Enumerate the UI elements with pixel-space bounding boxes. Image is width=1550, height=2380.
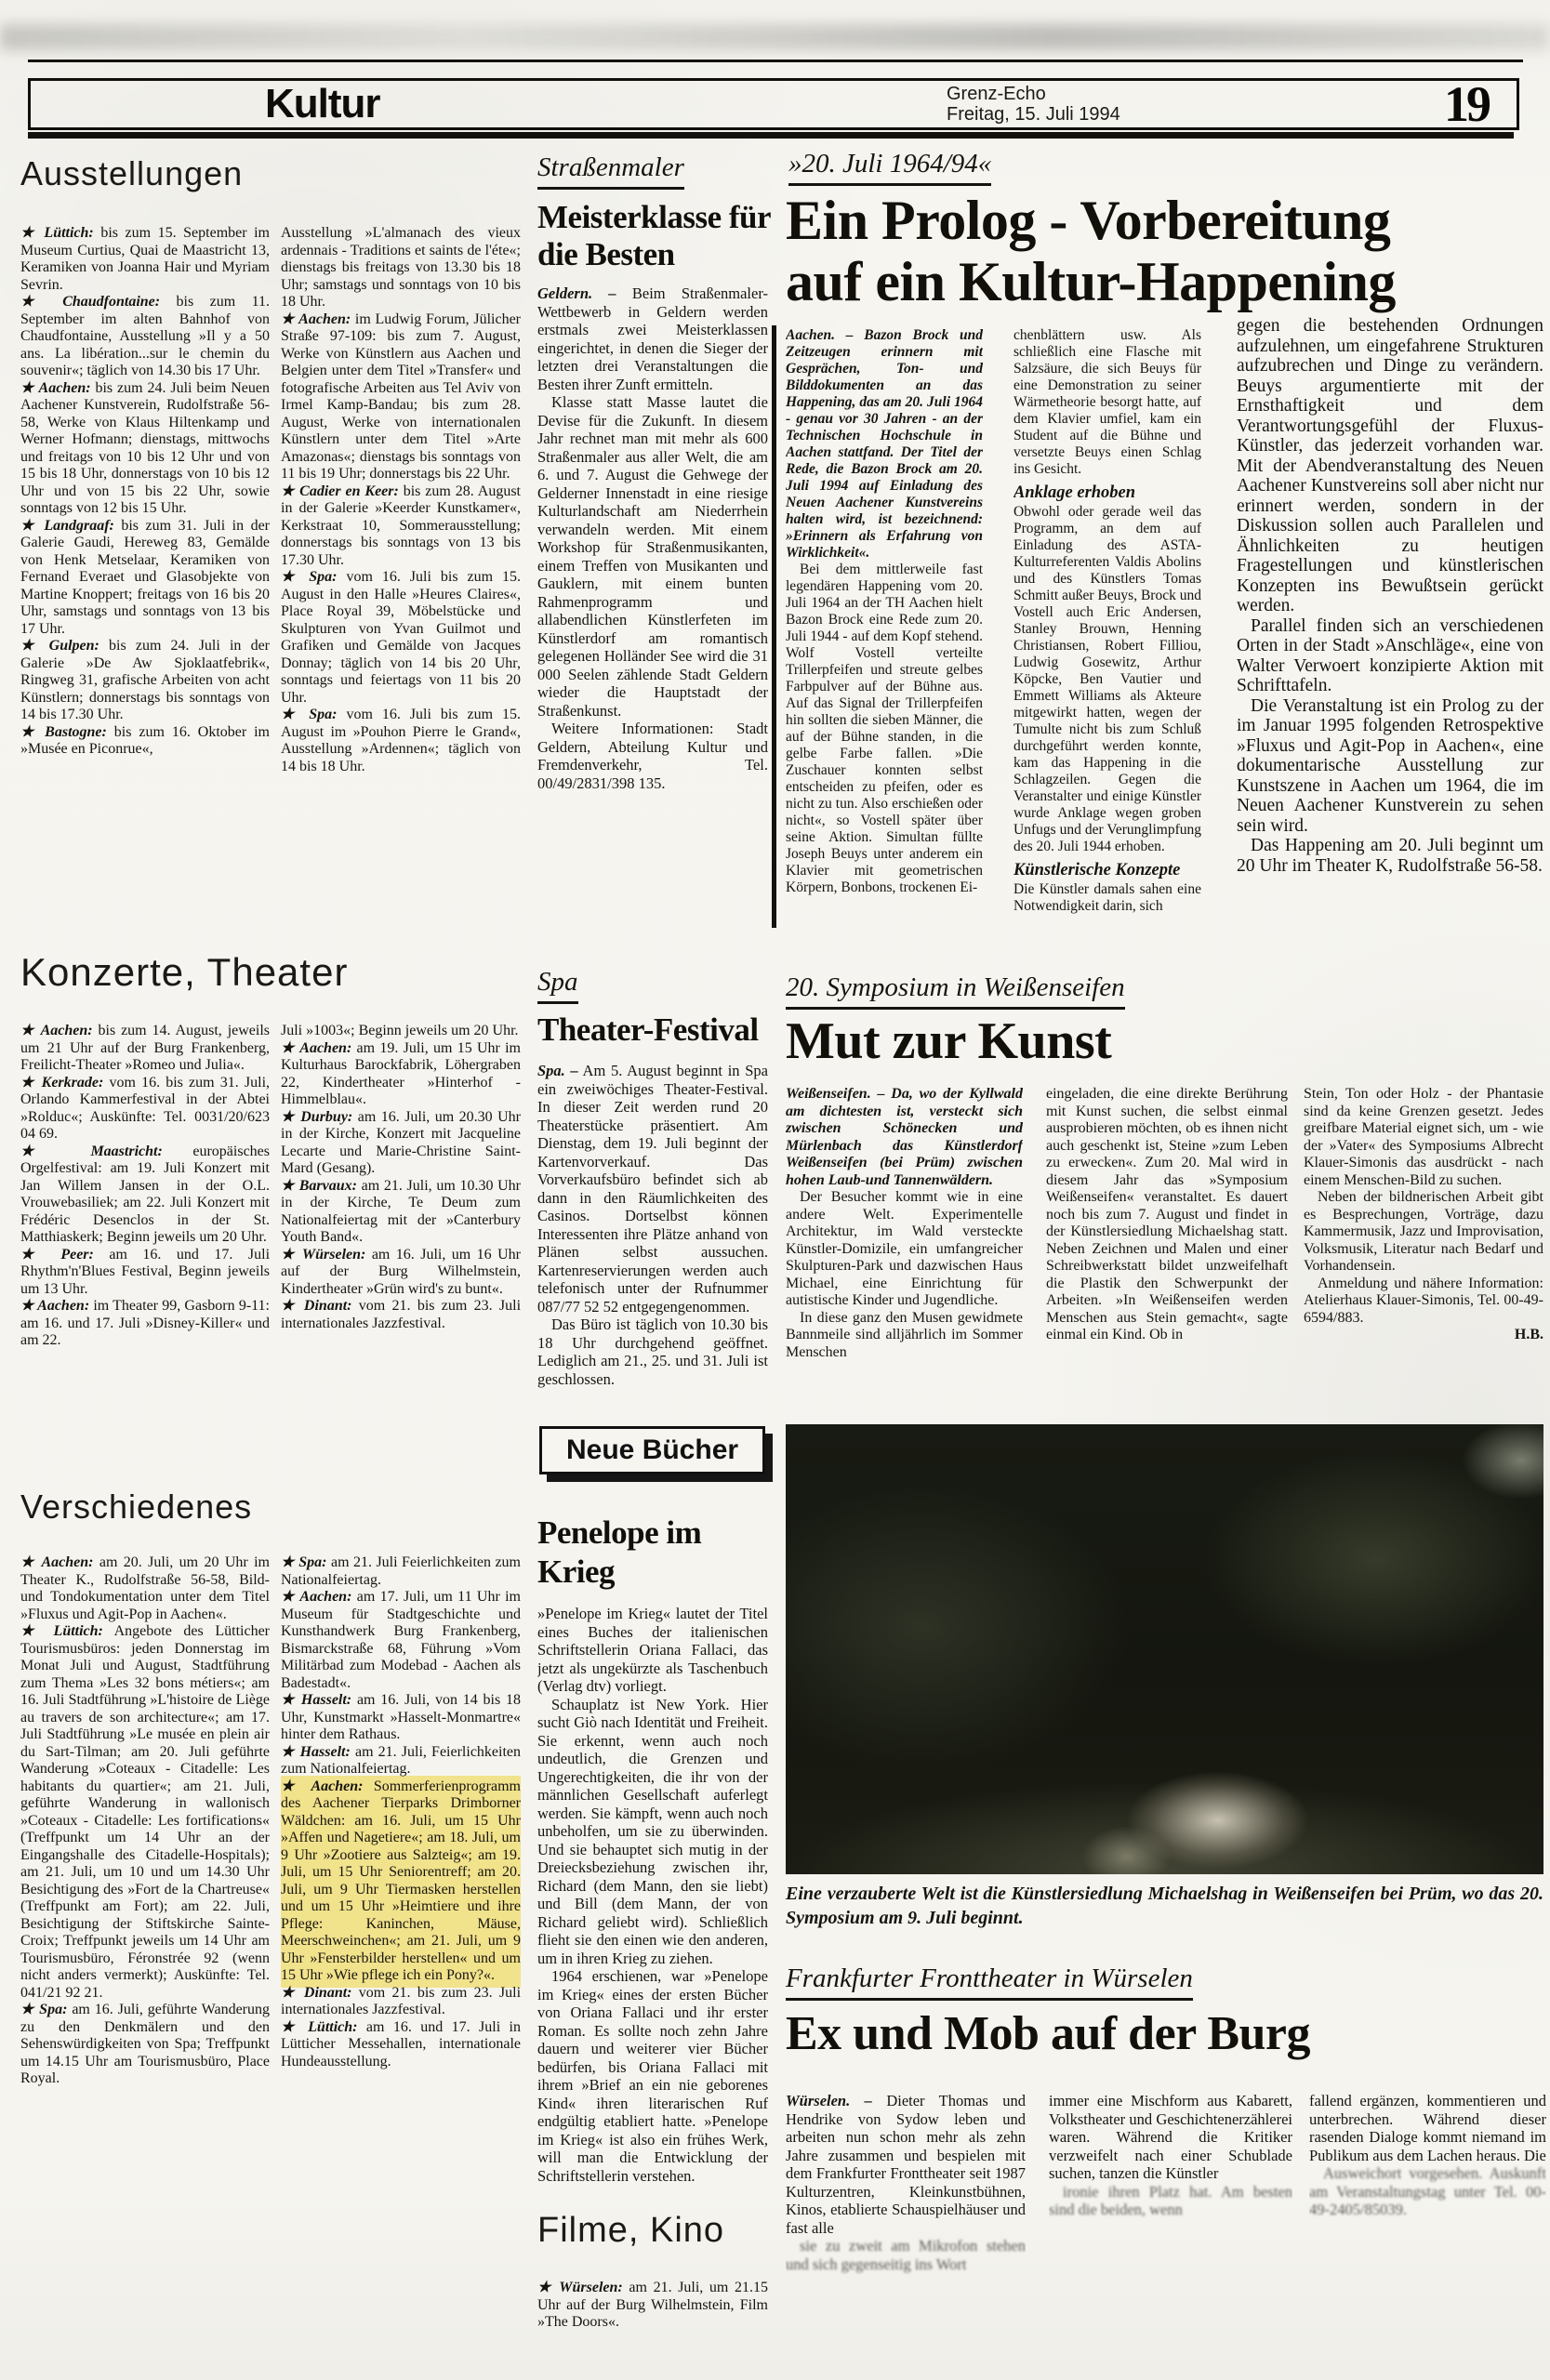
paragraph: chenblättern usw. Als schließlich eine Flasche mit Salzsäure, die sich Beuys für eine Demonstration zu seiner Wärmetheorie besorgt hatte, auf dem Klavier umfiel, kam ein Student auf die Bühne und versetzte Beuys einen Schlag ins Gesicht. xyxy=(1013,327,1201,477)
listing-text: vom 16. Juli bis zum 15. August in den Halle »Heures Claires«, Place Royal 39, Möbelstücke und Skulpturen von Yvan Guilmot und Grafiken und Gemälde von Jacques Donnay; täglich von 14 bis 20 Uhr, sonntags und feiertags von 11 bis 20 Uhr. xyxy=(281,569,521,706)
headline-ex-und-mob: Ex und Mob auf der Burg xyxy=(786,2007,1311,2060)
listing-continuation: Juli »1003«; Beginn jeweils um 20 Uhr. xyxy=(281,1023,519,1038)
listing-item xyxy=(20,1623,270,2002)
konzerte-col-2 xyxy=(281,1023,521,1543)
paragraph: Weitere Informationen: Stadt Geldern, Abteilung Kultur und Fremdenverkehr, Tel. 00/49/2831/398 135. xyxy=(537,720,768,792)
paragraph: Schauplatz ist New York. Hier sucht Giò nach Identität und Freiheit. Sie erkennt, wenn auch noch undeutlich, die Grenzen und Ungerechtigkeiten, die ihr von der männlichen Gesellschaft auferlegt werden. Sie kämpft, wenn auch noch unbeholfen, um sie zu überwinden. Und sie behauptet sich mutig in der Dreiecksbeziehung zwischen ihr, Richard (dem Mann, den sie liebt) und Bill (dem Mann, der von Richard geliebt wird). Schließlich flieht sie den einen wie den anderen, um in ihren Krieg zu ziehen. xyxy=(537,1695,768,1967)
konzerte-col-1 xyxy=(20,1023,270,1486)
listing-text: vom 16. Juli bis zum 15. August im »Pouhon Pierre le Grand«, Ausstellung »Ardennen«; täglich von 14 bis 18 Uhr. xyxy=(281,707,521,774)
listing-item xyxy=(537,2280,768,2332)
listing-text: am 21. Juli, um 21.15 Uhr auf der Burg Wilhelmstein, Film »The Doors«. xyxy=(537,2280,768,2330)
headline-theater-festival: Theater-Festival xyxy=(537,1012,759,1048)
paragraph-text: Da, wo der Kyllwald am dichtesten ist, versteckt sich zwischen Schönecken und Mürlenbach das Künstlerdorf Weißenseifen (bei Prüm) zwischen hohen Laub-und Tannenwäldern. xyxy=(786,1086,1023,1188)
listing-text: bis zum 28. August in der Galerie »Keerder Kunstkamer«, Kerkstraat 10, Sommerausstellung; donnerstags bis sonntags von 13 bis 17.30 Uhr. xyxy=(281,483,521,568)
listing-city: ★ Aachen: xyxy=(20,379,91,396)
listing-text: am 16. und 17. Juli Rhythm'n'Blues Festival, Beginn jeweils um 13 Uhr. xyxy=(20,1246,270,1297)
kicker-symposium xyxy=(786,972,1125,1010)
kicker-text: Spa xyxy=(537,967,578,1004)
subhead-konzepte: Künstlerische Konzepte xyxy=(1013,861,1181,879)
listing-item xyxy=(20,1023,270,1075)
paragraph: Das Büro ist täglich von 10.30 bis 18 Uhr durchgehend geöffnet. Lediglich am 21., 25. und 31. Juli ist geschlossen. xyxy=(537,1316,768,1388)
listing-item xyxy=(20,518,270,639)
paragraph: immer eine Mischform aus Kabarett, Volkstheater und Geschichtenerzählerei waren. Während die Kritiker verzweifelt nach einer Schublade suchen, tanzen die Künstler xyxy=(1049,2092,1292,2182)
kicker-text: 20. Symposium in Weißenseifen xyxy=(786,972,1125,1010)
paragraph-text: Bazon Brock und Zeitzeugen erinnern mit Gesprächen, Ton- und Bilddokumenten an das Happening, das am 20. Juli 1964 - genau vor 30 Jahren - an der Technischen Hochschule in Aachen stattfand. Der Titel der Rede, die Bazon Brock am 20. Juli 1994 auf Einladung des Neuen Aachener Kunstvereins halten wird, ist bezeichnend: »Erinnern als Erfahrung von Wirklichkeit«. xyxy=(786,327,983,561)
listing-text: am 19. Juli, um 15 Uhr im Kulturhaus Barockfabrik, Löhergraben 22, Kindertheater »Hinterhof - Himmelblau«. xyxy=(281,1039,521,1107)
listing-text: Angebote des Lütticher Tourismusbüros: jeden Donnerstag im Monat Juli und August, Stadtführung zum Thema »Les 32 bons métiers«; am 16. Juli Stadtführung »L'histoire de Liège au travers de son architecture«; am 17. Juli Stadtführung »Le musée en plein air du Sart-Tilman; am 20. Juli geführte Wanderung »Coteaux - Citadelle: Les habitants du quartier«; am 21. Juli, geführte Wanderung in wallonisch »Coteaux - Citadelle: Les fortifications« (Treffpunkt um 14 Uhr an der Eingangshalle des Citadelle-Hospitals); am 21. Juli, um 10 und um 14.30 Uhr Besichtigung des »Fort de la Chartreuse« (Treffpunkt am Fort); am 22. Juli, Besichtigung der Stiftskirche Sainte-Croix; Treffpunkt jeweils um 14 Uhr am Tourismusbüro, Féronstrée 92 (wenn nicht anders vermerkt); Auskünfte: Tel. 041/21 92 21. xyxy=(20,1623,270,2001)
listing-item-highlighted xyxy=(281,1778,521,1985)
dateline: Würselen. – xyxy=(786,2092,872,2109)
listing-item xyxy=(281,1692,521,1744)
listing-city: ★ Spa: xyxy=(281,569,338,585)
listing-item xyxy=(281,1178,521,1247)
listing-text: vom 21. bis zum 23. Juli internationales Jazzfestival. xyxy=(281,1298,521,1331)
fronttheater-col-2 xyxy=(1049,2092,1292,2378)
symposium-col-1 xyxy=(786,1086,1023,1417)
headline-line: auf ein Kultur-Happening xyxy=(786,251,1396,312)
listing-city: ★ Aachen: xyxy=(281,311,351,327)
listing-city: ★ Spa: xyxy=(20,2002,68,2017)
listing-city: ★ Lüttich: xyxy=(281,2018,358,2035)
section-heading-verschiedenes: Verschiedenes xyxy=(20,1488,253,1526)
listing-city: ★ Aachen: xyxy=(281,1589,352,1605)
paragraph: Klasse statt Masse lautet die Devise für die Zukunft. In diesem Jahr rechnet man mit mehr als 600 Straßenmaler aus aller Welt, die am 6. und 7. August die Gehwege der Gelderner Innenstadt in eine riesige Kulturlandschaft am Niederrhein verwandeln werden. Mit einem Workshop für Straßenmusikanten, einem Treffen von Musikanten und Gauklern, mit einem bunten Rahmenprogramm und allabendlichen Künstlerfeten im Künstlerdorf am romantisch gelegenen Holländer See wird die 31 000 Seelen zählende Stadt Geldern wieder die Hauptstadt der Straßenkunst. xyxy=(537,393,768,720)
smudged-text: sie zu zweit am Mikrofon stehen und sich gegenseitig ins Wort xyxy=(786,2237,1026,2273)
listing-text: bis zum 16. Oktober im »Musée en Piconrue«, xyxy=(20,723,270,757)
paragraph: Bei dem mittlerweile fast legendären Happening vom 20. Juli 1964 an der TH Aachen hielt Bazon Brock eine Rede zum 20. Juli 1944 - auf dem Kopf stehend. Wolf Vostell verteilte Trillerpfeifen und streute gelbes Farbpulver auf der Bühne aus. Auf das Signal der Trillerpfeifen hin sollten die sieben Männer, die auf der Bühne standen, in die gelbe Farbe fallen. »Die Zuschauer konnten selbst entscheiden zu pfeifen, oder es nicht zu tun. Also erschießen oder nicht«, so Vostell später über seine Aktion. Simultan füllte Joseph Beuys unter anderem ein Klavier mit geometrischen Körpern, Bonbons, trockenen Ei- xyxy=(786,562,983,895)
dateline: Aachen. – xyxy=(786,327,854,343)
listing-item xyxy=(20,1075,270,1144)
listing-text: am 16. Juli, um 16 Uhr auf der Burg Wilhelmstein, Kindertheater »Grün wird's zu bunt«. xyxy=(281,1246,521,1297)
listing-item xyxy=(20,225,270,294)
smudged-text: ironie ihren Platz hat. Am besten sind die beiden, wenn xyxy=(1049,2182,1292,2218)
smudged-text: Ausweichort vorgesehen. Auskunft am Veranstaltungstag unter Tel. 00-49-2405/85039. xyxy=(1309,2164,1546,2218)
paragraph: Obwohl oder gerade weil das Programm, an dem auf Einladung des ASTA-Kulturreferenten Valdis Abolins und des Künstlers Tomas Schmitt außer Beuys, Brock und Vostell auch Eric Andersen, Stanley Brouwn, Henning Christiansen, Robert Filliou, Ludwig Gosewitz, Arthur Köpcke, Ben Vautier und Emmett Williams als Akteure mitgewirkt hatten, wegen der Tumulte nicht bis zum Schluß durchgeführt werden konnte, kam das Happening in die Schlagzeilen. Gegen die Veranstalter und einige Künstler wurde Anklage wegen groben Unfugs und der Verunglimpfung des 20. Juli 1944 erhoben. xyxy=(1013,504,1201,854)
listing-item xyxy=(281,311,521,483)
listing-item xyxy=(281,569,521,707)
listing-city: ★ Hasselt: xyxy=(281,1743,351,1760)
masthead-date: Freitag, 15. Juli 1994 xyxy=(947,104,1120,125)
listing-city: ★ Maastricht: xyxy=(20,1143,163,1159)
prolog-col-3 xyxy=(1237,316,1543,930)
listing-city: ★ Lüttich: xyxy=(20,1623,103,1639)
listing-city: ★ Aachen: xyxy=(281,1039,352,1056)
article-intro xyxy=(786,1086,1023,1189)
listing-item xyxy=(20,638,270,724)
listing-city: ★ Würselen: xyxy=(537,2280,623,2295)
paragraph-text: Am 5. August beginnt in Spa ein zweiwöchiges Theater-Festival. In dieser Zeit werden rund 20 Theaterstücke präsentiert. Am Dienstag, dem 19. Juli beginnt der Kartenvorverkauf. Das Vorverkaufsbüro befindet sich ab dann in den Räumlichkeiten des Casinos. Dortselbst können Interessenten ihre Plätze anhand von Plänen selbst aussuchen. Kartenreservierungen werden auch telefonisch unter der Rufnummer 087/77 52 52 entgegengenommen. xyxy=(537,1062,768,1316)
listing-city: ★ Aachen: xyxy=(20,1554,94,1570)
listing-city: ★ Landgraaf: xyxy=(20,517,114,534)
paragraph: Die Veranstaltung ist ein Prolog zu der im Januar 1995 folgenden Retrospektive »Fluxus und Agit-Pop in Aachen«, eine dokumentarische Ausstellung zur Kunstszene in Aachen um 1964, die im Neuen Aachener Kunstverein zu sehen sein wird. xyxy=(1237,695,1543,836)
listing-city: ★ Kerkrade: xyxy=(20,1074,104,1091)
headline-mut-zur-kunst: Mut zur Kunst xyxy=(786,1012,1112,1070)
dateline: Weißenseifen. – xyxy=(786,1086,885,1102)
listing-text: am 16. Juli, von 14 bis 18 Uhr, Kunstmarkt »Hasselt-Monmartre« hinter dem Rathaus. xyxy=(281,1692,521,1742)
listing-item xyxy=(20,1554,270,1623)
listing-item xyxy=(281,1109,521,1178)
listing-item xyxy=(281,1247,521,1299)
paragraph-text: Dieter Thomas und Hendrike von Sydow leben und arbeiten nun schon mehr als zehn Jahre zusammen und bespielen mit dem Frankfurter Fronttheater seit 1987 Kulturzentren, Kleinkunstbühnen, Kinos, etablierte Schauspielhäuser und fast alle xyxy=(786,2092,1026,2237)
prolog-col-1 xyxy=(786,327,983,930)
listing-text: am 21. Juli, um 10.30 Uhr in der Kirche, Te Deum zum Nationalfeiertag mit der »Canterbury Youth Band«. xyxy=(281,1177,521,1245)
paragraph: Der Besucher kommt wie in eine andere Welt. Experimentelle Architektur, im Wald versteckte Künstler-Domizile, ein umfangreicher Skulpturen-Park und dazwischen Haus Michael, eine Einrichtung für autistische Kinder und Jugendliche. xyxy=(786,1189,1023,1308)
listing-item xyxy=(281,1985,521,2019)
listing-city: ★ Dinant: xyxy=(281,1984,352,2001)
paragraph: In diese ganz den Musen gewidmete Bannmeile sind alljährlich im Sommer Menschen xyxy=(786,1309,1023,1360)
dateline: Geldern. – xyxy=(537,284,616,302)
paragraph: eingeladen, die eine direkte Berührung mit Kunst suchen, die selbst einmal ausprobieren möchten, ob es ihnen nicht auch geschenkt ist, Steine »zum Leben zu erwecken«. Zum 20. Mal wird in diesem Jahr das »Symposium Weißenseifen« veranstaltet. Es dauert noch bis zum 7. August und findet in der Künstlersiedlung Michaelshag statt. Neben Zeichnen und Malen und einer Schreibwerkstatt bildet unzweifelhaft die Plastik den Schwerpunkt der Arbeiten. »In Weißenseifen werden Menschen aus Stein gemacht«, sagte einmal ein Kind. Ob in xyxy=(1046,1086,1288,1342)
listing-item xyxy=(281,483,521,570)
listing-text: am 17. Juli, um 11 Uhr im Museum für Stadtgeschichte und Kunsthandwerk Burg Frankenberg, Bismarckstraße 68, Führung »Vom Militärbad zum Modebad - Aachen als Badestadt«. xyxy=(281,1589,521,1691)
listing-item xyxy=(281,1589,521,1692)
listing-text: bis zum 15. September im Museum Curtius, Quai de Maastricht 13, Keramiken von Joanna Hair und Myriam Sevrin. xyxy=(20,225,270,293)
dateline: Spa. – xyxy=(537,1062,578,1079)
listing-text: bis zum 11. September im alten Bahnhof von Chaudfontaine, Ausstellung »Il y a 50 ans. La libération...sur le chemin du souvenir«; täglich von 14.30 bis 17 Uhr. xyxy=(20,294,270,378)
listing-continuation: Ausstellung »L'almanach des vieux ardennais - Traditions et saints de l'éte«; dienstags bis freitags von 13.30 bis 18 Uhr; samstags und sonntags von 10 bis 18 Uhr. xyxy=(281,225,521,310)
paragraph xyxy=(537,284,768,393)
listing-item xyxy=(20,380,270,518)
listing-item xyxy=(20,1298,270,1350)
paragraph: Stein, Ton oder Holz - der Phantasie sind da keine Grenzen gesetzt. Jedes greifbare Material eignet sich, um - wie der »Vater« des Symposiums Albrecht Klauer-Simonis das ausdrückt - nach einem Menschen-Bild zu suchen. xyxy=(1304,1086,1543,1188)
listing-text: am 21. Juli Feierlichkeiten zum Nationalfeiertag. xyxy=(281,1554,521,1588)
masthead-meta xyxy=(947,84,1120,125)
headline-meisterklasse: Meisterklasse für die Besten xyxy=(537,199,771,272)
listing-text: im Theater 99, Gasborn 9-11: am 16. und 17. Juli »Disney-Killer« und am 22. xyxy=(20,1298,270,1348)
paragraph xyxy=(537,1062,768,1316)
kicker-fronttheater xyxy=(786,1964,1193,2001)
neue-buecher-box xyxy=(539,1426,765,1474)
listing-city: ★ Aachen: xyxy=(20,1023,93,1038)
headline-line: Ein Prolog - Vorbereitung xyxy=(786,190,1391,251)
listing-city: ★ Spa: xyxy=(281,707,338,722)
listing-text: am 16. Juli, geführte Wanderung zu den Denkmälern und den Sehenswürdigkeiten von Spa; Treffpunkt um 14.15 Uhr am Tourismusbüro, Place Royal. xyxy=(20,2002,270,2086)
paragraph: Neben der bildnerischen Arbeit gibt es Besprechungen, Vorträge, dazu Kammermusik, Jazz und Improvisation, Volksmusik, Literatur nach Bedarf und Vorhandensein. xyxy=(1304,1189,1543,1274)
photo-kuenstlersiedlung xyxy=(786,1424,1543,1874)
listing-text: am 16. Juli, um 20.30 Uhr in der Kirche, Konzert mit Jacqueline Lecarte und Marie-Christine Saint-Mard (Gesang). xyxy=(281,1108,521,1176)
kicker-text: »20. Juli 1964/94« xyxy=(788,149,991,186)
neue-buecher-label: Neue Bücher xyxy=(539,1426,765,1474)
paragraph: Parallel finden sich an verschiedenen Orten in der Stadt »Anschläge«, eine von Walter Verwoert konzipierte Aktion mit Schrifttafeln. xyxy=(1237,615,1543,695)
ausstellungen-col-2 xyxy=(281,225,521,950)
listing-item xyxy=(281,707,521,775)
listing-city: ★ Aachen: xyxy=(20,1298,90,1314)
masthead-publication: Grenz-Echo xyxy=(947,84,1046,104)
subhead-anklage: Anklage erhoben xyxy=(1013,483,1136,502)
listing-item xyxy=(281,1298,521,1332)
listing-city: ★ Hasselt: xyxy=(281,1692,352,1708)
listing-city: ★ Aachen: xyxy=(281,1778,364,1794)
listing-item xyxy=(20,2002,270,2088)
listing-text: bis zum 24. Juli in der Galerie »De Aw Sjoklaatfebrik«, Ringweg 31, grafische Arbeiten von acht Künstlern; donnerstags bis sonntags von 14 bis 17.30 Uhr. xyxy=(20,638,270,722)
listing-text: am 20. Juli, um 20 Uhr im Theater K., Rudolfstraße 56-58, Bild- und Tondokumentation unter dem Titel »Fluxus und Agit-Pop in Aachen«. xyxy=(20,1554,270,1622)
listing-city: ★ Durbuy: xyxy=(281,1108,353,1125)
listing-item xyxy=(20,724,270,759)
article-penelope-body xyxy=(537,1605,768,2200)
listing-text: am 21. Juli, Feierlichkeiten zum Nationalfeiertag. xyxy=(281,1743,521,1777)
ausstellungen-col-1 xyxy=(20,225,270,950)
headline-penelope: Penelope im Krieg xyxy=(537,1514,702,1590)
listing-city: ★ Chaudfontaine: xyxy=(20,294,161,310)
listing-item xyxy=(281,1040,521,1109)
paragraph: 1964 erschienen, war »Penelope im Krieg« eines der ersten Bücher von Oriana Fallaci und ihr erster Roman. Es sollte noch zehn Jahre dauern und weiterer vier Bücher bedürfen, bis Oriana Fallaci mit ihrem »Brief an ein nie geborenes Kind« ihren literarischen Ruf endgültig etabliert hatte. »Penelope im Krieg« ist also ein frühes Werk, will man die Entwicklung der Schriftstellerin verstehen. xyxy=(537,1967,768,2185)
verschiedenes-col-1 xyxy=(20,1554,270,2352)
paragraph: gegen die bestehenden Ordnungen aufzulehnen, um eingefahrene Strukturen aufzubrechen und Dinge zu verändern. Beuys argumentierte mit der Ernsthaftigkeit und dem Verantwortungsgefühl der Fluxus-Künstler, das jederzeit vorhanden war. Mit der Abendveranstaltung des Neuen Aachener Kunstvereins soll aber nicht nur erinnert werden, sondern in der Diskussion sollen auch Parallelen und Ähnlichkeiten zu heutigen Fragestellungen und künstlerischen Konzepten ins Bewußtsein gerückt werden. xyxy=(1237,316,1543,615)
headline-prolog xyxy=(786,190,1543,312)
section-heading-konzerte: Konzerte, Theater xyxy=(20,950,349,994)
kicker-strassenmaler xyxy=(537,152,684,190)
verschiedenes-col-2 xyxy=(281,1554,521,2352)
masthead xyxy=(28,78,1519,130)
listing-city: ★ Gulpen: xyxy=(20,638,99,654)
kicker-text: Frankfurter Fronttheater in Würselen xyxy=(786,1964,1193,2001)
top-rule xyxy=(28,60,1523,62)
symposium-col-2 xyxy=(1046,1086,1288,1417)
listing-item xyxy=(281,1744,521,1778)
listing-item xyxy=(20,1144,270,1247)
kicker-spa xyxy=(537,967,578,1004)
listing-city: ★ Cadier en Keer: xyxy=(281,483,399,499)
listing-city: ★ Würselen: xyxy=(281,1246,366,1263)
paragraph: Das Happening am 20. Juli beginnt um 20 Uhr im Theater K, Rudolfstraße 56-58. xyxy=(1237,836,1543,876)
listing-text: bis zum 14. August, jeweils um 21 Uhr auf der Burg Frankenberg, Freilicht-Theater »Romeo und Julia«. xyxy=(20,1023,270,1073)
paragraph: »Penelope im Krieg« lautet der Titel eines Buches der italienischen Schriftstellerin Oriana Fallaci, das jetzt als ungekürzte als Taschenbuch (Verlag dtv) vorliegt. xyxy=(537,1605,768,1695)
masthead-bar xyxy=(28,132,1514,139)
listing-text: europäisches Orgelfestival: am 19. Juli Konzert mit Jan Willem Jansen in der O.L. Vrouwebasiliek; am 22. Juli Konzert mit Frédéric Desenclos in der St. Matthiaskerk; Beginn jeweils um 20 Uhr. xyxy=(20,1143,270,1245)
listing-city: ★ Peer: xyxy=(20,1246,94,1263)
photo-caption: Eine verzauberte Welt ist die Künstlersiedlung Michaelshag in Weißenseifen bei Prüm, wo das 20. Symposium am 9. Juli beginnt. xyxy=(786,1884,1543,1928)
article-strassenmaler-body xyxy=(537,284,768,935)
column-divider-rule xyxy=(772,325,776,928)
paragraph-text: Beim Straßenmaler-Wettbewerb in Geldern werden erstmals zwei Meisterklassen eingerichtet, in denen die Sieger der letzten drei Veranstaltungen die Besten ihrer Zunft ermitteln. xyxy=(537,284,768,393)
listing-text: bis zum 31. Juli in der Galerie Gaudi, Hereweg 83, Gemälde von Henk Metselaar, Keramiken von Fernand Everaet und Glasobjekte von Martine Knoppert; freitags von 16 bis 20 Uhr, samstags und sonntags von 13 bis 17 Uhr. xyxy=(20,517,270,637)
prolog-col-2 xyxy=(1013,327,1201,930)
listing-text: im Ludwig Forum, Jülicher Straße 97-109: bis zum 7. August, Werke von Künstlern aus Aachen und Belgien unter dem Titel »Transfer« und fotografische Arbeiten aus Tel Aviv von Irmel Kamp-Bandau; bis zum 28. August, Werke von internationalen Künstlern unter dem Titel »Arte Amazonas«; dienstags bis sonntags von 11 bis 19 Uhr; donnerstags bis 22 Uhr. xyxy=(281,311,521,482)
article-intro xyxy=(786,327,983,562)
listing-city: ★ Spa: xyxy=(281,1554,327,1570)
listing-item xyxy=(20,1247,270,1299)
author-initials: H.B. xyxy=(1514,1327,1543,1342)
listing-item xyxy=(281,1554,521,1589)
paragraph: Die Künstler damals sahen eine Notwendigkeit darin, sich xyxy=(1013,881,1201,914)
masthead-section-title: Kultur xyxy=(265,81,380,126)
listing-city: ★ Bastogne: xyxy=(20,723,107,740)
listing-city: ★ Lüttich: xyxy=(20,225,94,241)
listing-text: vom 21. bis zum 23. Juli internationales Jazzfestival. xyxy=(281,1984,521,2017)
listing-text: vom 16. bis zum 31. Juli, Orlando Kammerfestival in der Abtei »Rolduc«; Auskünfte: Tel. 0031/20/623 04 69. xyxy=(20,1074,270,1142)
article-spa-festival-body xyxy=(537,1062,768,1415)
symposium-col-3 xyxy=(1304,1086,1543,1417)
paragraph xyxy=(786,2092,1026,2237)
kicker-text: Straßenmaler xyxy=(537,152,684,190)
section-heading-ausstellungen: Ausstellungen xyxy=(20,154,244,192)
filme-listing xyxy=(537,2280,768,2373)
listing-item xyxy=(281,2019,521,2071)
listing-text: am 16. und 17. Juli in Lütticher Messehallen, internationale Hundeausstellung. xyxy=(281,2018,521,2069)
fronttheater-col-3 xyxy=(1309,2092,1546,2378)
page-number: 19 xyxy=(1444,76,1489,132)
section-heading-filme: Filme, Kino xyxy=(537,2211,725,2250)
listing-city: ★ Dinant: xyxy=(281,1298,352,1314)
listing-text: Sommerferienprogramm des Aachener Tierparks Drimborner Wäldchen: am 16. Juli, um 15 Uhr »Affen und Nagetiere«; am 18. Juli, um 9 Uhr »Zootiere aus Salzteig«; am 19. Juli, um 15 Uhr Seniorentreff; am 20. Juli, um 9 Uhr Tiermasken herstellen und um 15 Uhr »Heimtiere und ihre Pflege: Kaninchen, Mäuse, Meerschweinchen«; am 21. Juli, um 9 Uhr »Fensterbilder herstellen« und um 15 Uhr »Wie pflege ich ein Pony?«. xyxy=(281,1778,521,1983)
paragraph: fallend ergänzen, kommentieren und unterbrechen. Während dieser rasenden Dialoge kommt niemand im Publikum aus dem Lachen heraus. Die xyxy=(1309,2092,1546,2164)
paragraph: Anmeldung und nähere Information: Atelierhaus Klauer-Simonis, Tel. 00-49-6594/883. xyxy=(1304,1275,1543,1326)
scan-smudge-top xyxy=(0,24,1550,50)
listing-city: ★ Barvaux: xyxy=(281,1177,357,1194)
fronttheater-col-1 xyxy=(786,2092,1026,2378)
listing-item xyxy=(20,294,270,380)
listing-text: bis zum 24. Juli beim Neuen Aachener Kunstverein, Rudolfstraße 56-58, Werke von Klaus Hiltenkamp und Werner Hofmann; dienstags, mittwochs und freitags von 10 bis 12 Uhr und von 15 bis 18 Uhr, donnerstags von 10 bis 12 Uhr und von 15 bis 22 Uhr, sowie sonntags von 12 bis 15 Uhr. xyxy=(20,379,270,516)
kicker-prolog xyxy=(788,149,991,186)
